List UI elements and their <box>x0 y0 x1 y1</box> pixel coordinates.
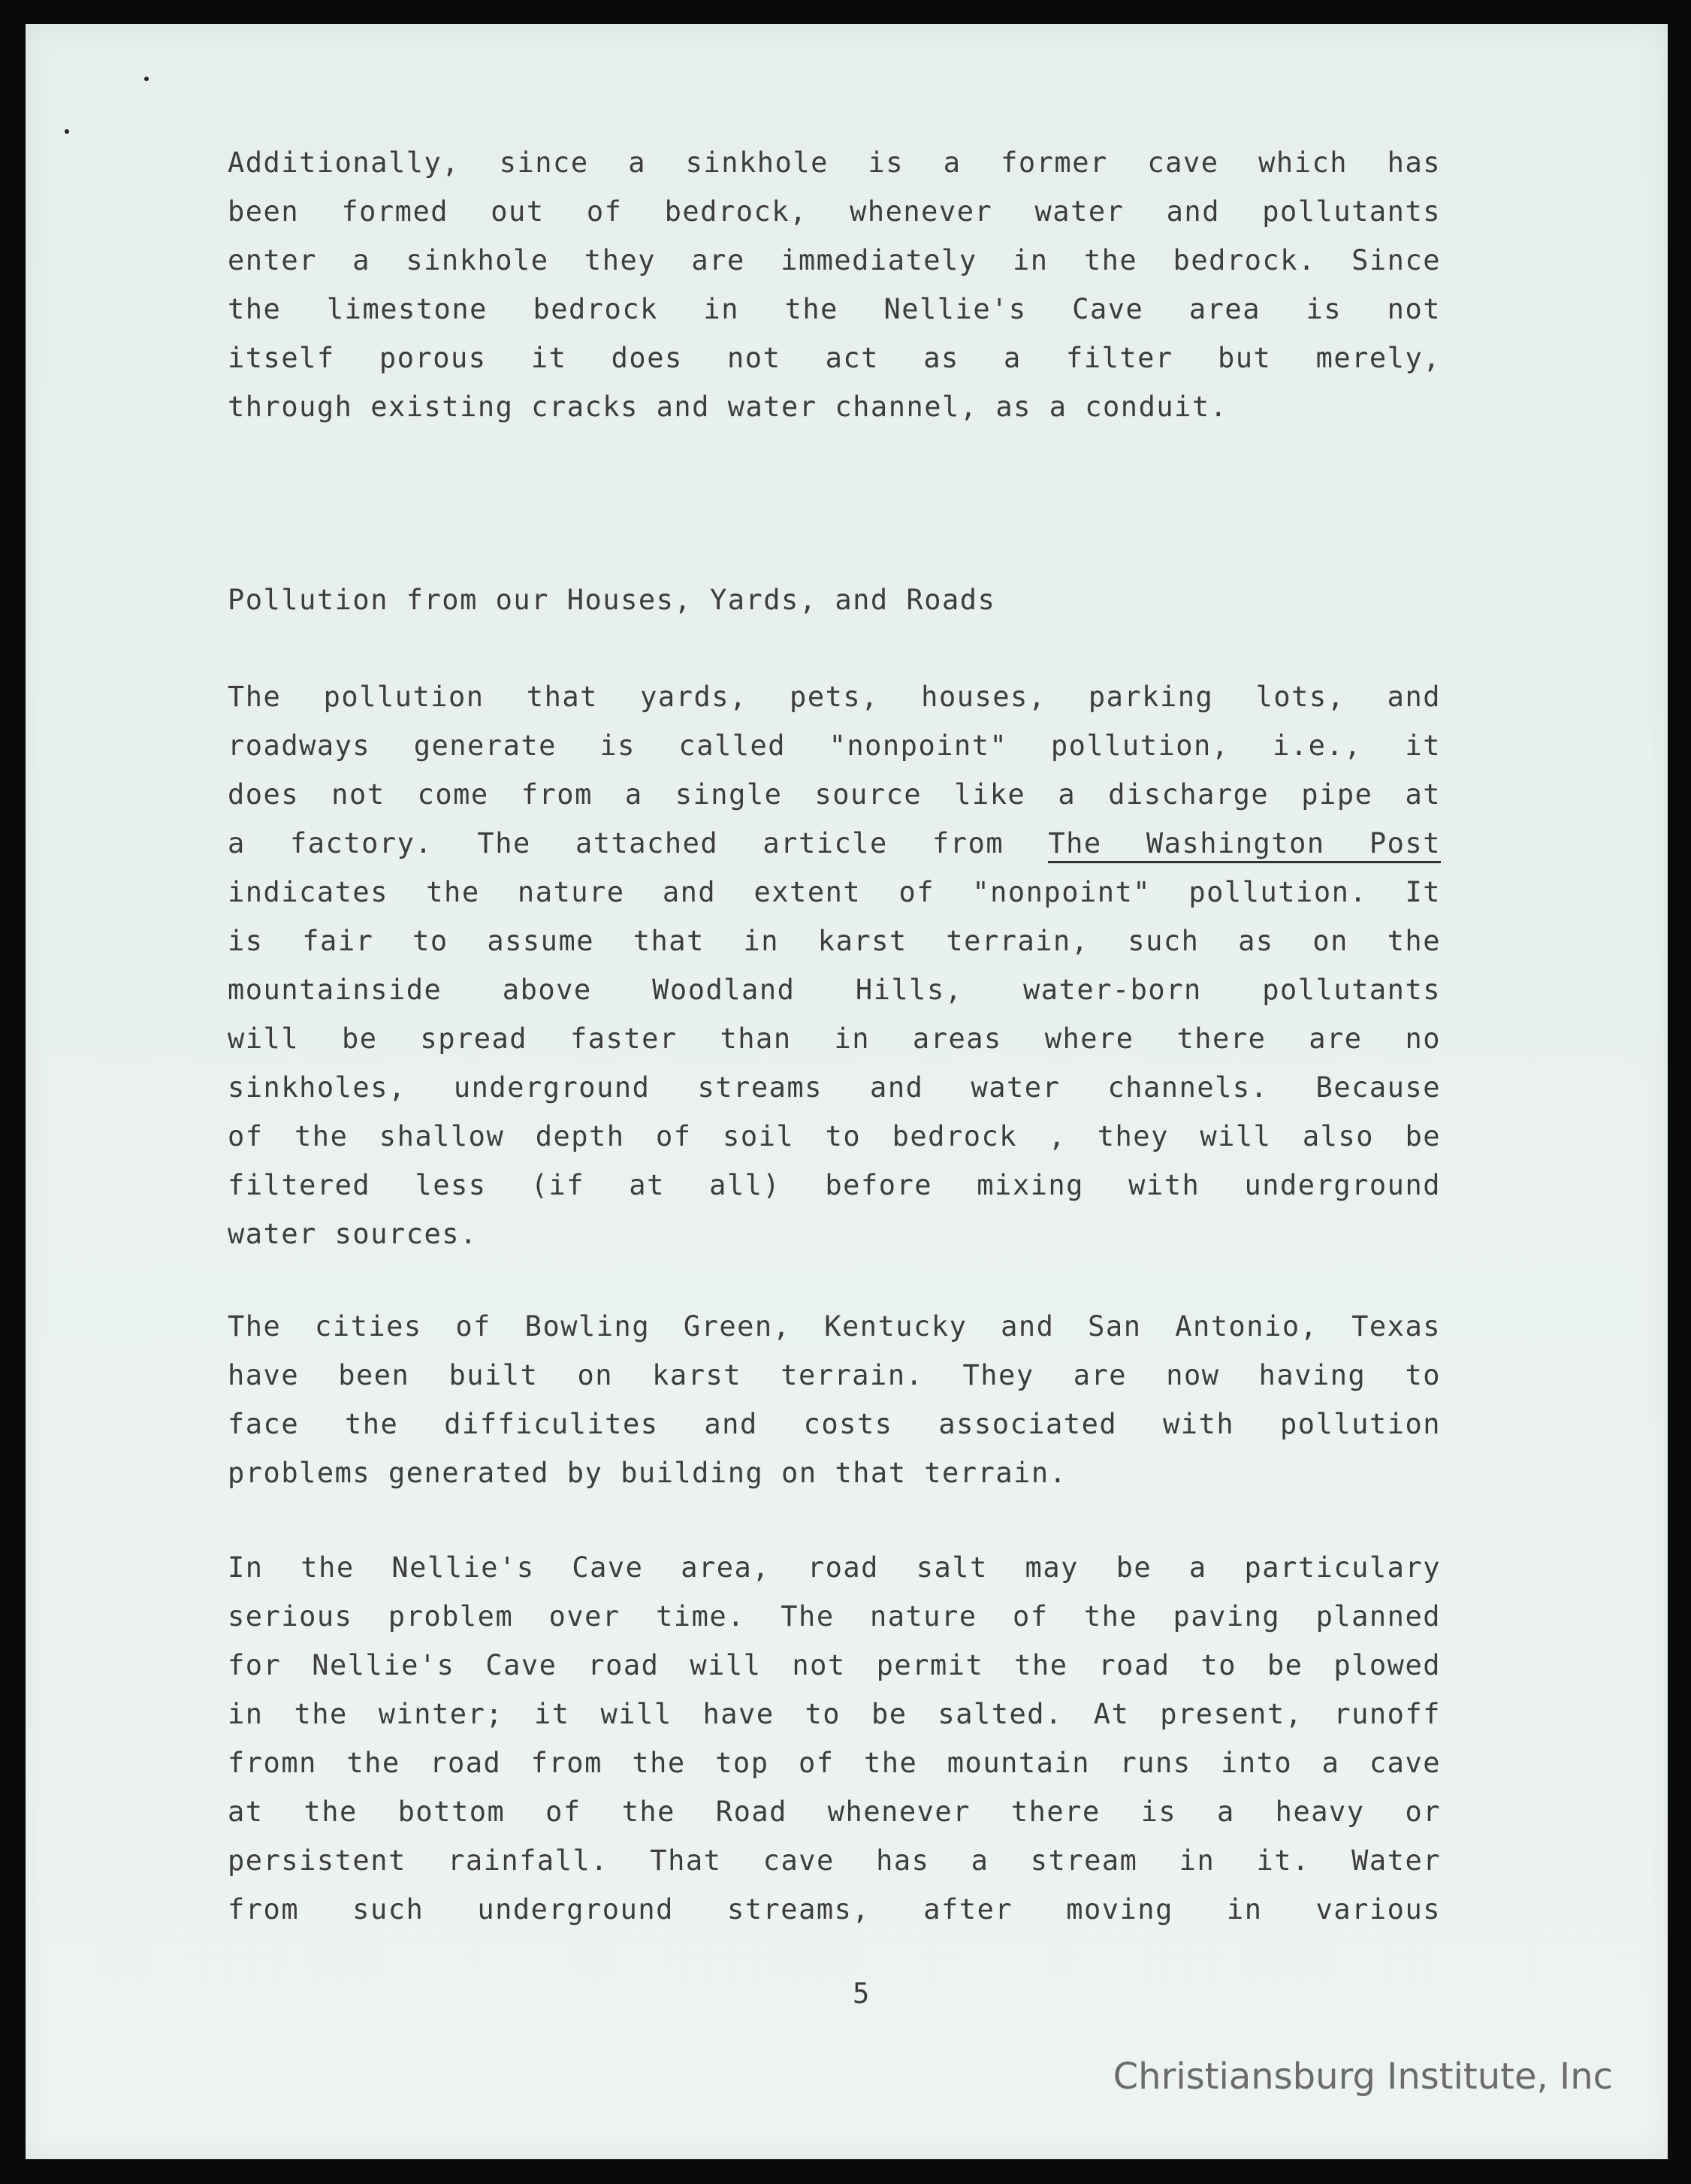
text-line: indicates the nature and extent of "nonpoint" pollution. It <box>228 876 1441 908</box>
text-line: is fair to assume that in karst terrain, such as on the <box>228 925 1441 957</box>
paper-speck <box>65 129 69 134</box>
text-line: Additionally, since a sinkhole is a former cave which has <box>228 147 1441 179</box>
text-line: of the shallow depth of soil to bedrock , they will also be <box>228 1120 1441 1152</box>
section-heading: Pollution from our Houses, Yards, and Roads <box>228 584 996 616</box>
text-line: problems generated by building on that terrain. <box>228 1457 1067 1489</box>
text-line: persistent rainfall. That cave has a stream in it. Water <box>228 1844 1441 1877</box>
page-number: 5 <box>853 1977 870 2010</box>
archive-watermark: Christiansburg Institute, Inc <box>1113 2056 1613 2098</box>
paragraph-sinkhole <box>228 138 1441 431</box>
text-line: from such underground streams, after moving in various <box>228 1893 1441 1926</box>
newspaper-title: The Washington Post <box>1048 827 1441 863</box>
text-line: In the Nellie's Cave area, road salt may be a particulary <box>228 1551 1441 1584</box>
text-line: mountainside above Woodland Hills, water-born pollutants <box>228 974 1441 1006</box>
text-line: the limestone bedrock in the Nellie's Cave area is not <box>228 293 1441 325</box>
text-line: filtered less (if at all) before mixing with underground <box>228 1169 1441 1201</box>
text-line: itself porous it does not act as a filter but merely, <box>228 342 1441 374</box>
text-line: roadways generate is called "nonpoint" pollution, i.e., it <box>228 730 1441 762</box>
text-line: will be spread faster than in areas where there are no <box>228 1023 1441 1055</box>
text-line: have been built on karst terrain. They are now having to <box>228 1359 1441 1391</box>
text-line: fromn the road from the top of the mountain runs into a cave <box>228 1747 1441 1779</box>
paragraph-road-salt <box>228 1543 1441 1934</box>
paragraph-nonpoint-pollution <box>228 672 1441 1258</box>
text-line: for Nellie's Cave road will not permit the road to be plowed <box>228 1649 1441 1681</box>
text-line: through existing cracks and water channel, as a conduit. <box>228 391 1228 423</box>
text-line: face the difficulites and costs associated with pollution <box>228 1408 1441 1440</box>
text-line: been formed out of bedrock, whenever water and pollutants <box>228 195 1441 228</box>
text-line: serious problem over time. The nature of the paving planned <box>228 1600 1441 1633</box>
paper-speck <box>144 77 149 81</box>
text-line: The pollution that yards, pets, houses, parking lots, and <box>228 681 1441 713</box>
text-line: at the bottom of the Road whenever there is a heavy or <box>228 1796 1441 1828</box>
text-line: enter a sinkhole they are immediately in the bedrock. Since <box>228 244 1441 276</box>
text-line: water sources. <box>228 1218 478 1250</box>
text-line: sinkholes, underground streams and water channels. Because <box>228 1071 1441 1104</box>
text-line-prefix: a factory. The attached article from <box>228 827 1049 859</box>
text-line: in the winter; it will have to be salted. At present, runoff <box>228 1698 1441 1730</box>
text-line <box>228 819 1441 868</box>
text-line: does not come from a single source like a discharge pipe at <box>228 778 1441 811</box>
paragraph-karst-cities <box>228 1302 1441 1497</box>
text-line: The cities of Bowling Green, Kentucky and San Antonio, Texas <box>228 1310 1441 1343</box>
